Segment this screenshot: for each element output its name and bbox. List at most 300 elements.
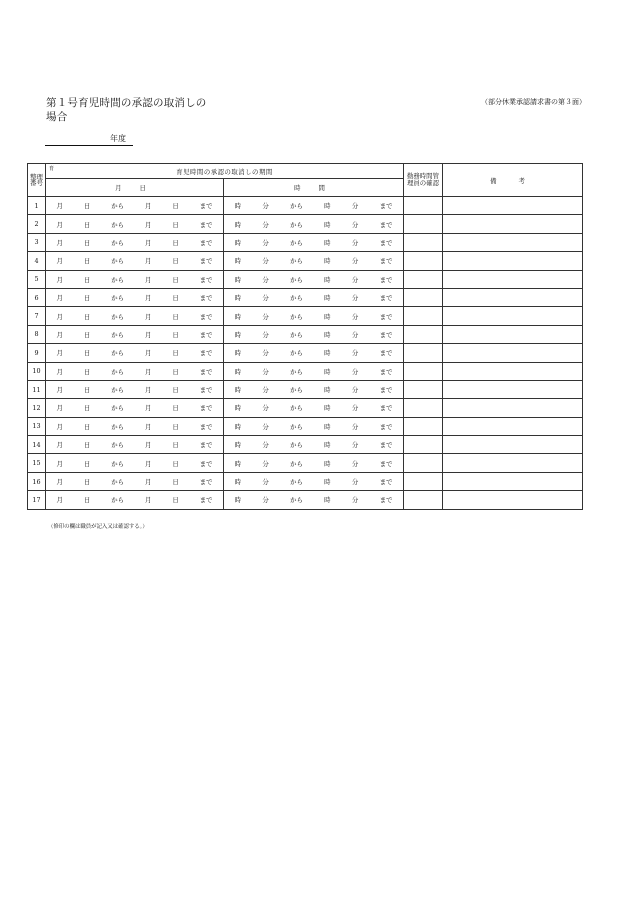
remarks-cell[interactable] — [443, 436, 583, 454]
table-row — [28, 472, 583, 490]
date-range-cell-label: 日 — [83, 294, 91, 303]
remarks-cell[interactable] — [443, 288, 583, 306]
row-number: 8 — [28, 325, 46, 343]
date-range-cell-label: 日 — [83, 330, 91, 339]
time-range-cell-label: まで — [379, 312, 393, 321]
time-range-cell-label: まで — [379, 257, 393, 266]
time-range-cell[interactable] — [224, 197, 404, 215]
date-range-cell-label: 日 — [83, 422, 91, 431]
time-range-cell[interactable] — [224, 325, 404, 343]
date-range-cell-label: 月 — [56, 459, 63, 468]
time-range-cell-label: 分 — [351, 202, 359, 211]
time-range-cell-label: 時 — [234, 422, 242, 431]
date-range-cell[interactable] — [46, 344, 224, 362]
time-range-cell-label: 分 — [262, 496, 269, 505]
confirm-header: 勤務時間管 理員の確認 — [404, 164, 443, 197]
date-range-cell-label: 月 — [56, 422, 63, 431]
time-header: 時 間 — [224, 179, 404, 197]
time-range-cell-label: 時 — [234, 441, 242, 450]
date-range-cell-label: 月 — [56, 257, 63, 266]
date-range-cell[interactable] — [46, 491, 224, 509]
date-range-cell-label: まで — [199, 478, 213, 487]
time-range-cell[interactable] — [224, 215, 404, 233]
date-range-cell-label: 日 — [172, 422, 179, 431]
date-range-cell-label: 月 — [144, 349, 152, 358]
time-range-cell-label: まで — [379, 349, 393, 358]
date-range-cell-label: 月 — [56, 404, 63, 413]
date-range-cell-label: まで — [199, 459, 213, 468]
time-range-cell-label: 時 — [234, 330, 242, 339]
date-range-cell-label: 月 — [56, 367, 63, 376]
date-range-cell-label: 日 — [83, 257, 91, 266]
date-range-cell[interactable] — [46, 436, 224, 454]
date-range-cell-label: 日 — [83, 220, 91, 229]
date-range-cell-label: から — [111, 202, 124, 211]
time-range-cell-label: 分 — [262, 367, 269, 376]
date-range-cell-label: 月 — [144, 275, 152, 284]
table-row — [28, 233, 583, 251]
confirm-cell[interactable] — [404, 472, 443, 490]
date-range-cell-label: まで — [199, 386, 213, 395]
row-number: 4 — [28, 252, 46, 270]
time-range-cell-label: 分 — [262, 312, 269, 321]
date-range-cell-label: 月 — [144, 441, 152, 450]
date-range-cell-label: 日 — [172, 257, 179, 266]
confirm-cell[interactable] — [404, 252, 443, 270]
date-range-cell[interactable] — [46, 380, 224, 398]
time-range-cell-label: 分 — [351, 496, 359, 505]
date-range-cell-label: から — [111, 257, 124, 266]
time-range-cell-label: 時 — [234, 349, 242, 358]
time-range-cell-label: 分 — [262, 294, 269, 303]
time-range-cell[interactable] — [224, 344, 404, 362]
table-body — [28, 197, 583, 510]
time-range-cell-label: 時 — [324, 202, 331, 211]
date-range-cell-label: まで — [199, 238, 213, 247]
time-range-cell-label: 時 — [234, 275, 242, 284]
table-row — [28, 454, 583, 472]
time-range-cell-label: 時 — [324, 404, 331, 413]
time-range-cell-label: 分 — [262, 238, 269, 247]
date-range-cell-label: 月 — [56, 294, 63, 303]
date-range-cell-label: 月 — [144, 367, 152, 376]
confirm-cell[interactable] — [404, 362, 443, 380]
date-range-cell-label: 月 — [144, 422, 152, 431]
table-row — [28, 436, 583, 454]
time-range-cell-label: 分 — [262, 441, 269, 450]
date-range-cell-label: 日 — [172, 294, 179, 303]
remarks-cell[interactable] — [443, 215, 583, 233]
remarks-cell[interactable] — [443, 472, 583, 490]
date-range-cell-label: 日 — [172, 238, 179, 247]
time-range-cell-label: まで — [379, 294, 393, 303]
time-range-cell-label: 時 — [324, 238, 331, 247]
date-range-cell[interactable] — [46, 399, 224, 417]
date-range-cell[interactable] — [46, 288, 224, 306]
time-range-cell-label: 分 — [262, 459, 269, 468]
remarks-cell[interactable] — [443, 233, 583, 251]
time-range-cell-label: 分 — [351, 294, 359, 303]
time-range-cell[interactable] — [224, 288, 404, 306]
date-range-cell-label: 月 — [56, 275, 63, 284]
date-range-cell-label: 月 — [144, 220, 152, 229]
date-range-cell-label: 日 — [83, 441, 91, 450]
confirm-cell[interactable] — [404, 270, 443, 288]
row-number: 9 — [28, 344, 46, 362]
time-range-cell-label: 分 — [351, 330, 359, 339]
time-range-cell-label: から — [290, 496, 303, 505]
time-range-cell-label: から — [290, 257, 303, 266]
date-range-cell-label: 日 — [172, 441, 179, 450]
time-range-cell-label: 分 — [262, 478, 269, 487]
row-number: 5 — [28, 270, 46, 288]
row-number: 16 — [28, 472, 46, 490]
time-range-cell-label: から — [290, 238, 303, 247]
remarks-cell[interactable] — [443, 380, 583, 398]
time-range-cell-label: 時 — [234, 404, 242, 413]
date-range-cell-label: から — [111, 349, 124, 358]
confirm-cell[interactable] — [404, 307, 443, 325]
remarks-cell[interactable] — [443, 362, 583, 380]
date-range-cell-label: 月 — [56, 349, 63, 358]
date-range-cell-label: 月 — [56, 202, 63, 211]
row-number: 3 — [28, 233, 46, 251]
date-range-cell-label: まで — [199, 202, 213, 211]
confirm-cell[interactable] — [404, 233, 443, 251]
year-label: 年度 — [110, 134, 126, 143]
time-range-cell-label: 分 — [351, 459, 359, 468]
time-range-cell-label: 分 — [351, 422, 359, 431]
time-range-cell-label: 時 — [234, 478, 242, 487]
time-range-cell-label: 分 — [351, 220, 359, 229]
time-range-cell-label: 分 — [351, 367, 359, 376]
date-range-cell-label: 日 — [172, 496, 179, 505]
time-range-cell-label: 時 — [234, 202, 242, 211]
row-number: 12 — [28, 399, 46, 417]
date-range-cell[interactable] — [46, 454, 224, 472]
remarks-cell[interactable] — [443, 197, 583, 215]
table-row — [28, 215, 583, 233]
time-range-cell-label: まで — [379, 404, 393, 413]
time-range-cell[interactable] — [224, 491, 404, 509]
time-range-cell-label: まで — [379, 496, 393, 505]
time-range-cell[interactable] — [224, 454, 404, 472]
date-range-cell-label: 日 — [172, 220, 179, 229]
confirm-cell[interactable] — [404, 436, 443, 454]
date-range-cell-label: 日 — [83, 367, 91, 376]
time-range-cell-label: 分 — [351, 349, 359, 358]
confirm-cell[interactable] — [404, 417, 443, 435]
table-row — [28, 491, 583, 509]
time-range-cell-label: 時 — [324, 294, 331, 303]
time-range-cell-label: 時 — [324, 441, 331, 450]
date-range-cell-label: まで — [199, 294, 213, 303]
date-range-cell-label: 日 — [83, 478, 91, 487]
remarks-cell[interactable] — [443, 417, 583, 435]
time-range-cell-label: 時 — [234, 220, 242, 229]
table-row — [28, 399, 583, 417]
time-range-cell-label: 時 — [324, 349, 331, 358]
remarks-cell[interactable] — [443, 325, 583, 343]
date-range-cell-label: 月 — [56, 478, 63, 487]
time-range-cell-label: 分 — [351, 257, 359, 266]
date-range-cell-label: から — [111, 496, 124, 505]
time-range-cell-label: まで — [379, 330, 393, 339]
date-range-cell-label: まで — [199, 349, 213, 358]
row-number: 2 — [28, 215, 46, 233]
date-range-cell-label: から — [111, 386, 124, 395]
date-header: 月 日 — [46, 179, 224, 197]
remarks-cell[interactable] — [443, 454, 583, 472]
confirm-cell[interactable] — [404, 380, 443, 398]
time-range-cell-label: から — [290, 367, 303, 376]
date-range-cell-label: 月 — [144, 312, 152, 321]
date-range-cell-label: 日 — [83, 459, 91, 468]
time-range-cell-label: まで — [379, 238, 393, 247]
time-range-cell-label: まで — [379, 478, 393, 487]
time-range-cell-label: 時 — [324, 330, 331, 339]
date-range-cell-label: から — [111, 238, 124, 247]
row-number: 1 — [28, 197, 46, 215]
date-range-cell-label: から — [111, 294, 124, 303]
time-range-cell-label: 時 — [234, 367, 242, 376]
time-range-cell-label: 分 — [262, 422, 269, 431]
time-range-cell-label: から — [290, 294, 303, 303]
date-range-cell-label: まで — [199, 275, 213, 284]
confirm-cell[interactable] — [404, 454, 443, 472]
time-range-cell-label: 分 — [351, 312, 359, 321]
time-range-cell-label: から — [290, 275, 303, 284]
date-range-cell-label: 日 — [83, 404, 91, 413]
time-range-cell-label: 時 — [324, 386, 331, 395]
time-range-cell-label: 時 — [234, 238, 242, 247]
time-range-cell-label: 時 — [324, 478, 331, 487]
form-title: 第１号育児時間の承認の取消しの場合 — [46, 97, 207, 123]
date-range-cell-label: から — [111, 459, 124, 468]
time-range-cell[interactable] — [224, 362, 404, 380]
time-range-cell-label: 時 — [234, 312, 242, 321]
date-range-cell-label: 日 — [172, 330, 179, 339]
footnote: （修印の欄は職員が記入又は確認する。） — [48, 524, 148, 530]
date-range-cell-label: 月 — [144, 459, 152, 468]
time-range-cell-label: から — [290, 386, 303, 395]
time-range-cell-label: から — [290, 349, 303, 358]
time-range-cell-label: 分 — [351, 275, 359, 284]
period-mark: 育 — [49, 166, 55, 172]
date-range-cell-label: 月 — [56, 238, 63, 247]
date-range-cell-label: まで — [199, 404, 213, 413]
date-range-cell-label: まで — [199, 330, 213, 339]
time-range-cell-label: 分 — [262, 330, 269, 339]
table-row — [28, 307, 583, 325]
time-range-cell-label: まで — [379, 459, 393, 468]
confirm-cell[interactable] — [404, 215, 443, 233]
time-range-cell-label: から — [290, 441, 303, 450]
date-range-cell-label: 日 — [172, 202, 179, 211]
date-range-cell-label: 日 — [172, 367, 179, 376]
date-range-cell[interactable] — [46, 362, 224, 380]
time-range-cell[interactable] — [224, 307, 404, 325]
time-range-cell-label: から — [290, 478, 303, 487]
date-range-cell-label: 日 — [172, 275, 179, 284]
time-range-cell-label: まで — [379, 202, 393, 211]
time-range-cell-label: から — [290, 330, 303, 339]
time-range-cell-label: 分 — [351, 386, 359, 395]
date-range-cell-label: 日 — [172, 478, 179, 487]
date-range-cell-label: まで — [199, 220, 213, 229]
time-range-cell-label: 分 — [351, 238, 359, 247]
confirm-cell[interactable] — [404, 288, 443, 306]
time-range-cell[interactable] — [224, 252, 404, 270]
time-range-cell[interactable] — [224, 380, 404, 398]
date-range-cell-label: まで — [199, 257, 213, 266]
date-range-cell-label: から — [111, 478, 124, 487]
date-range-cell-label: から — [111, 441, 124, 450]
date-range-cell-label: から — [111, 367, 124, 376]
date-range-cell-label: 月 — [144, 294, 152, 303]
date-range-cell-label: 日 — [83, 386, 91, 395]
time-range-cell[interactable] — [224, 270, 404, 288]
time-range-cell-label: まで — [379, 422, 393, 431]
time-range-cell-label: 時 — [324, 367, 331, 376]
remarks-cell[interactable] — [443, 399, 583, 417]
time-range-cell-label: まで — [379, 367, 393, 376]
date-range-cell-label: 日 — [83, 496, 91, 505]
date-range-cell-label: から — [111, 220, 124, 229]
table-row — [28, 380, 583, 398]
date-range-cell-label: から — [111, 312, 124, 321]
time-range-cell-label: から — [290, 312, 303, 321]
date-range-cell[interactable] — [46, 215, 224, 233]
period-header-label: 育児時間の承認の取消しの期間 — [176, 167, 273, 176]
date-range-cell-label: まで — [199, 441, 213, 450]
date-range-cell-label: 月 — [56, 386, 63, 395]
date-range-cell[interactable] — [46, 417, 224, 435]
time-range-cell[interactable] — [224, 436, 404, 454]
date-range-cell[interactable] — [46, 325, 224, 343]
time-range-cell-label: 時 — [234, 386, 242, 395]
date-range-cell-label: 月 — [56, 330, 63, 339]
time-range-cell-label: まで — [379, 386, 393, 395]
date-range-cell-label: まで — [199, 312, 213, 321]
date-range-cell-label: 月 — [144, 257, 152, 266]
time-range-cell-label: 分 — [262, 404, 269, 413]
date-range-cell-label: から — [111, 404, 124, 413]
date-range-cell-label: 月 — [56, 220, 63, 229]
time-range-cell-label: 時 — [324, 422, 331, 431]
cancellation-table — [27, 163, 583, 510]
time-range-cell-label: 時 — [234, 257, 242, 266]
time-range-cell-label: 分 — [262, 275, 269, 284]
row-number: 15 — [28, 454, 46, 472]
remarks-cell[interactable] — [443, 307, 583, 325]
time-range-cell-label: から — [290, 202, 303, 211]
time-range-cell[interactable] — [224, 472, 404, 490]
date-range-cell-label: から — [111, 422, 124, 431]
date-range-cell[interactable] — [46, 197, 224, 215]
table-row — [28, 288, 583, 306]
time-range-cell-label: から — [290, 459, 303, 468]
time-range-cell-label: まで — [379, 220, 393, 229]
time-range-cell-label: から — [290, 404, 303, 413]
date-range-cell[interactable] — [46, 270, 224, 288]
number-header: 整理 番号 — [28, 164, 46, 197]
table-row — [28, 197, 583, 215]
time-range-cell-label: から — [290, 220, 303, 229]
date-range-cell-label: 日 — [172, 404, 179, 413]
date-range-cell-label: 日 — [83, 349, 91, 358]
remarks-header: 備 考 — [443, 164, 583, 197]
time-range-cell-label: 分 — [351, 478, 359, 487]
time-range-cell-label: 時 — [324, 496, 331, 505]
time-range-cell[interactable] — [224, 233, 404, 251]
date-range-cell-label: 日 — [83, 312, 91, 321]
remarks-cell[interactable] — [443, 344, 583, 362]
date-range-cell-label: から — [111, 275, 124, 284]
table-row — [28, 417, 583, 435]
remarks-cell[interactable] — [443, 491, 583, 509]
date-range-cell-label: 日 — [83, 202, 91, 211]
time-range-cell-label: 時 — [234, 459, 242, 468]
time-range-cell[interactable] — [224, 417, 404, 435]
confirm-cell[interactable] — [404, 491, 443, 509]
date-range-cell-label: 月 — [56, 496, 63, 505]
row-number: 13 — [28, 417, 46, 435]
date-range-cell-label: から — [111, 330, 124, 339]
date-range-cell-label: 日 — [172, 349, 179, 358]
date-range-cell-label: 日 — [172, 459, 179, 468]
time-range-cell-label: 分 — [262, 202, 269, 211]
date-range-cell-label: まで — [199, 367, 213, 376]
confirm-cell[interactable] — [404, 344, 443, 362]
date-range-cell-label: 日 — [83, 238, 91, 247]
date-range-cell-label: 月 — [144, 330, 152, 339]
time-range-cell-label: 分 — [262, 386, 269, 395]
time-range-cell-label: 時 — [324, 220, 331, 229]
time-range-cell-label: 時 — [324, 312, 331, 321]
remarks-cell[interactable] — [443, 252, 583, 270]
time-range-cell-label: まで — [379, 441, 393, 450]
date-range-cell[interactable] — [46, 233, 224, 251]
time-range-cell-label: 時 — [324, 275, 331, 284]
time-range-cell-label: 時 — [234, 496, 242, 505]
confirm-cell[interactable] — [404, 399, 443, 417]
date-range-cell-label: 月 — [144, 404, 152, 413]
date-range-cell[interactable] — [46, 307, 224, 325]
date-range-cell-label: 月 — [56, 441, 63, 450]
remarks-cell[interactable] — [443, 270, 583, 288]
date-range-cell-label: 日 — [172, 386, 179, 395]
table-row — [28, 325, 583, 343]
date-range-cell-label: 月 — [144, 496, 152, 505]
row-number: 11 — [28, 380, 46, 398]
date-range-cell-label: 月 — [144, 478, 152, 487]
row-number: 14 — [28, 436, 46, 454]
confirm-cell[interactable] — [404, 325, 443, 343]
time-range-cell-label: 時 — [324, 459, 331, 468]
time-range-cell-label: 分 — [262, 349, 269, 358]
date-range-cell[interactable] — [46, 252, 224, 270]
confirm-cell[interactable] — [404, 197, 443, 215]
time-range-cell-label: まで — [379, 275, 393, 284]
date-range-cell-label: まで — [199, 496, 213, 505]
date-range-cell[interactable] — [46, 472, 224, 490]
time-range-cell[interactable] — [224, 399, 404, 417]
row-number: 17 — [28, 491, 46, 509]
time-range-cell-label: 時 — [324, 257, 331, 266]
table-row — [28, 344, 583, 362]
year-input-line[interactable] — [45, 145, 133, 146]
